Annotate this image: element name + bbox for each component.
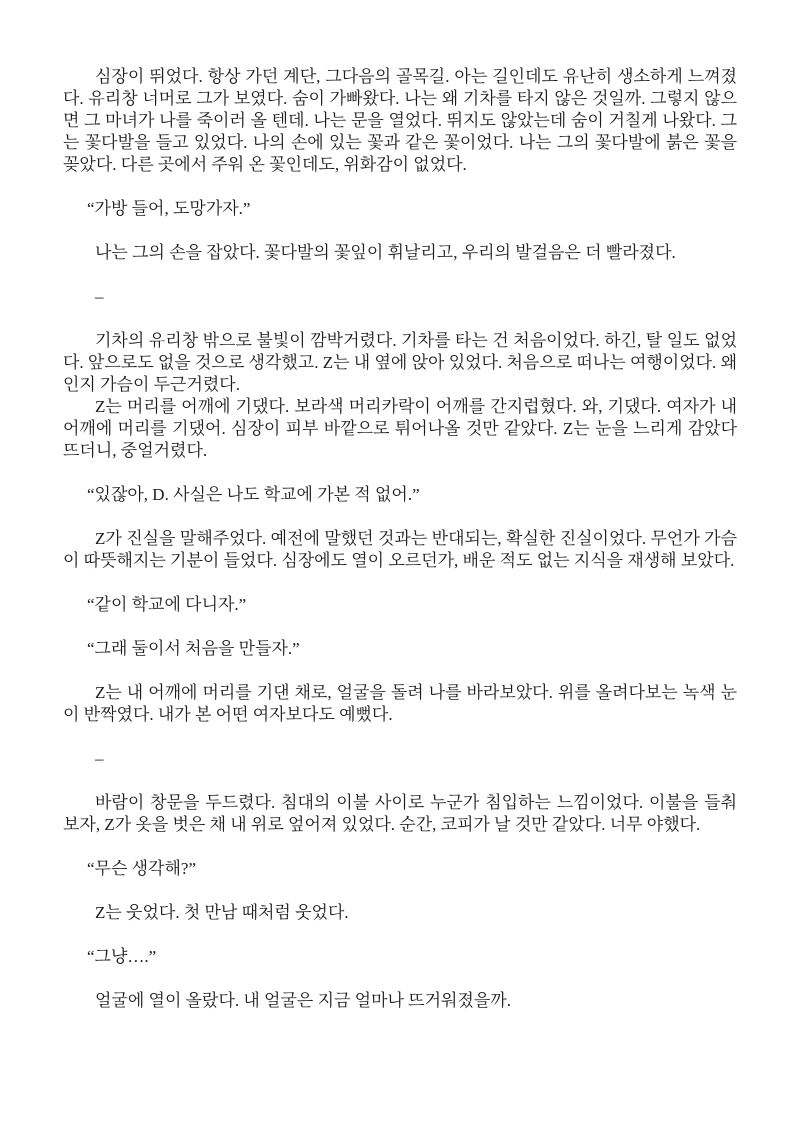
scene-separator: – <box>95 749 104 768</box>
story-paragraph: 나는 그의 손을 잡았다. 꽃다발의 꽃잎이 휘날리고, 우리의 발걸음은 더 빨라졌다. <box>95 243 676 262</box>
story-paragraph: Z는 머리를 어깨에 기댔다. 보라색 머리카락이 어깨를 간지럽혔다. 와, 기댔다. 여자가 내 어깨에 머리를 기댔어. 심장이 피부 바깥으로 튀어나올 것만 같았다. Z는 눈을 느리게 감았다 뜨더니, 중얼거렸다. <box>63 397 737 460</box>
dialogue-line: “그래 둘이서 처음을 만들자.” <box>87 639 300 658</box>
scene-separator: – <box>95 287 104 306</box>
dialogue-line: “가방 들어, 도망가자.” <box>87 199 251 218</box>
story-paragraph: 기차의 유리창 밖으로 불빛이 깜박거렸다. 기차를 타는 건 처음이었다. 하긴, 탈 일도 없었다. 앞으로도 없을 것으로 생각했고. Z는 내 옆에 앉아 있었다. 처음으로 떠나는 여행이었다. 왜인지 가슴이 두근거렸다. <box>63 331 737 394</box>
story-paragraph: 얼굴에 열이 올랐다. 내 얼굴은 지금 얼마나 뜨거워졌을까. <box>95 991 511 1010</box>
story-paragraph: Z가 진실을 말해주었다. 예전에 말했던 것과는 반대되는, 확실한 진실이었다. 무언가 가슴이 따뜻해지는 기분이 들었다. 심장에도 열이 오르던가, 배운 적도 없는 지식을 재생해 보았다. <box>63 529 737 570</box>
story-paragraph: Z는 내 어깨에 머리를 기댄 채로, 얼굴을 돌려 나를 바라보았다. 위를 올려다보는 녹색 눈이 반짝였다. 내가 본 어떤 여자보다도 예뻤다. <box>63 683 737 724</box>
dialogue-line: “같이 학교에 다니자.” <box>87 595 247 614</box>
dialogue-line: “무슨 생각해?” <box>87 859 196 878</box>
dialogue-line: “그냥….” <box>87 947 157 966</box>
story-paragraph: 바람이 창문을 두드렸다. 침대의 이불 사이로 누군가 침입하는 느낌이었다. 이불을 들춰보자, Z가 옷을 벗은 채 내 위로 엎어져 있었다. 순간, 코피가 날 것만 같았다. 너무 야했다. <box>63 793 737 834</box>
story-paragraph: Z는 웃었다. 첫 만남 때처럼 웃었다. <box>95 903 349 922</box>
story-paragraph: 심장이 뛰었다. 항상 가던 계단, 그다음의 골목길. 아는 길인데도 유난히 생소하게 느껴졌다. 유리창 너머로 그가 보였다. 숨이 가빠왔다. 나는 왜 기차를 타지 않은 것일까. 그렇지 않으면 그 마녀가 나를 죽이러 올 텐데. 나는 문을 열었다. 뛰지도 않았는데 숨이 거칠게 나왔다. 그는 꽃다발을 들고 있었다. 나의 손에 있는 꽃과 같은 꽃이었다. 나는 그의 꽃다발에 붉은 꽃을 꽂았다. 다른 곳에서 주워 온 꽃인데도, 위화감이 없었다. <box>63 67 737 174</box>
dialogue-line: “있잖아, D. 사실은 나도 학교에 가본 적 없어.” <box>87 485 420 504</box>
